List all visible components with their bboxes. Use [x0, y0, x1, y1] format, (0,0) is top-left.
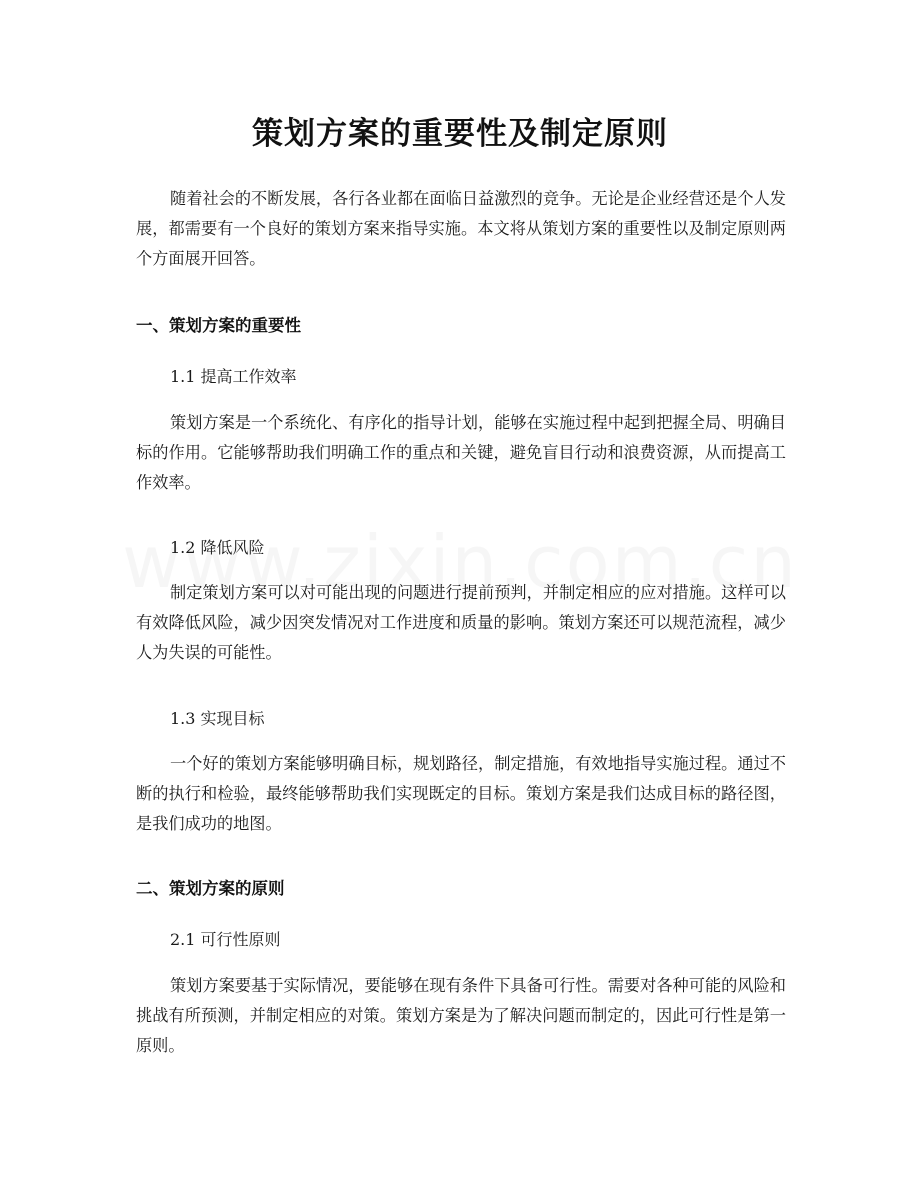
subheading-feasibility: 2.1 可行性原则 — [170, 930, 281, 949]
section-heading-importance: 一、策划方案的重要性 — [136, 316, 301, 335]
intro-paragraph: 随着社会的不断发展，各行各业都在面临日益激烈的竞争。无论是企业经营还是个人发展，都需要有一个良好的策划方案来指导实施。本文将从策划方案的重要性以及制定原则两个方面展开回答。 — [136, 189, 786, 268]
section-heading-principles: 二、策划方案的原则 — [136, 879, 285, 898]
paragraph-risk: 制定策划方案可以对可能出现的问题进行提前预判，并制定相应的应对措施。这样可以有效降低风险，减少因突发情况对工作进度和质量的影响。策划方案还可以规范流程，减少人为失误的可能性。 — [136, 583, 786, 662]
subheading-risk: 1.2 降低风险 — [170, 538, 265, 557]
paragraph-goal: 一个好的策划方案能够明确目标，规划路径，制定措施，有效地指导实施过程。通过不断的执行和检验，最终能够帮助我们实现既定的目标。策划方案是我们达成目标的路径图，是我们成功的地图。 — [136, 754, 786, 833]
paragraph-efficiency: 策划方案是一个系统化、有序化的指导计划，能够在实施过程中起到把握全局、明确目标的作用。它能够帮助我们明确工作的重点和关键，避免盲目行动和浪费资源，从而提高工作效率。 — [136, 413, 786, 492]
paragraph-feasibility: 策划方案要基于实际情况，要能够在现有条件下具备可行性。需要对各种可能的风险和挑战有所预测，并制定相应的对策。策划方案是为了解决问题而制定的，因此可行性是第一原则。 — [136, 976, 786, 1055]
subheading-goal: 1.3 实现目标 — [170, 709, 265, 728]
document-title: 策划方案的重要性及制定原则 — [252, 116, 668, 152]
subheading-efficiency: 1.1 提高工作效率 — [170, 367, 297, 386]
